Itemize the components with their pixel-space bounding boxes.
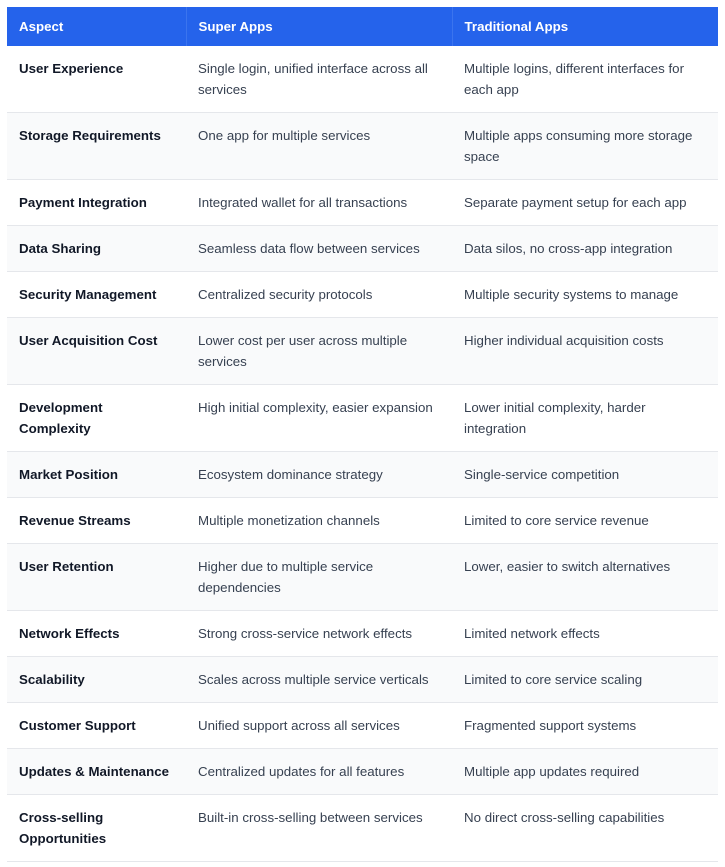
super-apps-cell: Strong cross-service network effects bbox=[186, 611, 452, 657]
aspect-cell: User Experience bbox=[7, 46, 186, 113]
traditional-apps-cell: Data silos, no cross-app integration bbox=[452, 226, 718, 272]
traditional-apps-cell: Separate payment setup for each app bbox=[452, 180, 718, 226]
table-row bbox=[7, 452, 718, 498]
table-row bbox=[7, 318, 718, 385]
header-super-apps: Super Apps bbox=[186, 7, 452, 46]
aspect-cell: Security Management bbox=[7, 272, 186, 318]
traditional-apps-cell: Higher individual acquisition costs bbox=[452, 318, 718, 385]
super-apps-cell: Unified support across all services bbox=[186, 703, 452, 749]
traditional-apps-cell: Limited network effects bbox=[452, 611, 718, 657]
aspect-cell: Network Effects bbox=[7, 611, 186, 657]
aspect-cell: Revenue Streams bbox=[7, 498, 186, 544]
traditional-apps-cell: Multiple app updates required bbox=[452, 749, 718, 795]
super-apps-cell: Ecosystem dominance strategy bbox=[186, 452, 452, 498]
super-apps-cell: Single login, unified interface across all services bbox=[186, 46, 452, 113]
table-row bbox=[7, 795, 718, 862]
table-row bbox=[7, 703, 718, 749]
super-apps-cell: Lower cost per user across multiple services bbox=[186, 318, 452, 385]
table-row bbox=[7, 385, 718, 452]
traditional-apps-cell: Lower initial complexity, harder integration bbox=[452, 385, 718, 452]
comparison-table-container bbox=[7, 7, 718, 862]
traditional-apps-cell: Fragmented support systems bbox=[452, 703, 718, 749]
traditional-apps-cell: No direct cross-selling capabilities bbox=[452, 795, 718, 862]
aspect-cell: Scalability bbox=[7, 657, 186, 703]
traditional-apps-cell: Single-service competition bbox=[452, 452, 718, 498]
aspect-cell: Payment Integration bbox=[7, 180, 186, 226]
table-row bbox=[7, 113, 718, 180]
traditional-apps-cell: Multiple security systems to manage bbox=[452, 272, 718, 318]
super-apps-cell: Integrated wallet for all transactions bbox=[186, 180, 452, 226]
traditional-apps-cell: Lower, easier to switch alternatives bbox=[452, 544, 718, 611]
header-row bbox=[7, 7, 718, 46]
aspect-cell: Customer Support bbox=[7, 703, 186, 749]
aspect-cell: User Retention bbox=[7, 544, 186, 611]
super-apps-cell: High initial complexity, easier expansion bbox=[186, 385, 452, 452]
traditional-apps-cell: Multiple logins, different interfaces for each app bbox=[452, 46, 718, 113]
super-apps-cell: Centralized updates for all features bbox=[186, 749, 452, 795]
table-row bbox=[7, 749, 718, 795]
super-apps-cell: Seamless data flow between services bbox=[186, 226, 452, 272]
super-apps-cell: One app for multiple services bbox=[186, 113, 452, 180]
traditional-apps-cell: Limited to core service scaling bbox=[452, 657, 718, 703]
aspect-cell: Market Position bbox=[7, 452, 186, 498]
comparison-table bbox=[7, 7, 718, 862]
table-row bbox=[7, 498, 718, 544]
aspect-cell: Storage Requirements bbox=[7, 113, 186, 180]
super-apps-cell: Higher due to multiple service dependencies bbox=[186, 544, 452, 611]
table-row bbox=[7, 657, 718, 703]
table-row bbox=[7, 226, 718, 272]
aspect-cell: User Acquisition Cost bbox=[7, 318, 186, 385]
table-row bbox=[7, 611, 718, 657]
table-row bbox=[7, 272, 718, 318]
super-apps-cell: Centralized security protocols bbox=[186, 272, 452, 318]
aspect-cell: Data Sharing bbox=[7, 226, 186, 272]
table-row bbox=[7, 544, 718, 611]
header-aspect: Aspect bbox=[7, 7, 186, 46]
aspect-cell: Development Complexity bbox=[7, 385, 186, 452]
table-row bbox=[7, 46, 718, 113]
super-apps-cell: Multiple monetization channels bbox=[186, 498, 452, 544]
super-apps-cell: Scales across multiple service verticals bbox=[186, 657, 452, 703]
aspect-cell: Updates & Maintenance bbox=[7, 749, 186, 795]
table-row bbox=[7, 180, 718, 226]
traditional-apps-cell: Limited to core service revenue bbox=[452, 498, 718, 544]
header-traditional-apps: Traditional Apps bbox=[452, 7, 718, 46]
aspect-cell: Cross-selling Opportunities bbox=[7, 795, 186, 862]
super-apps-cell: Built-in cross-selling between services bbox=[186, 795, 452, 862]
traditional-apps-cell: Multiple apps consuming more storage space bbox=[452, 113, 718, 180]
